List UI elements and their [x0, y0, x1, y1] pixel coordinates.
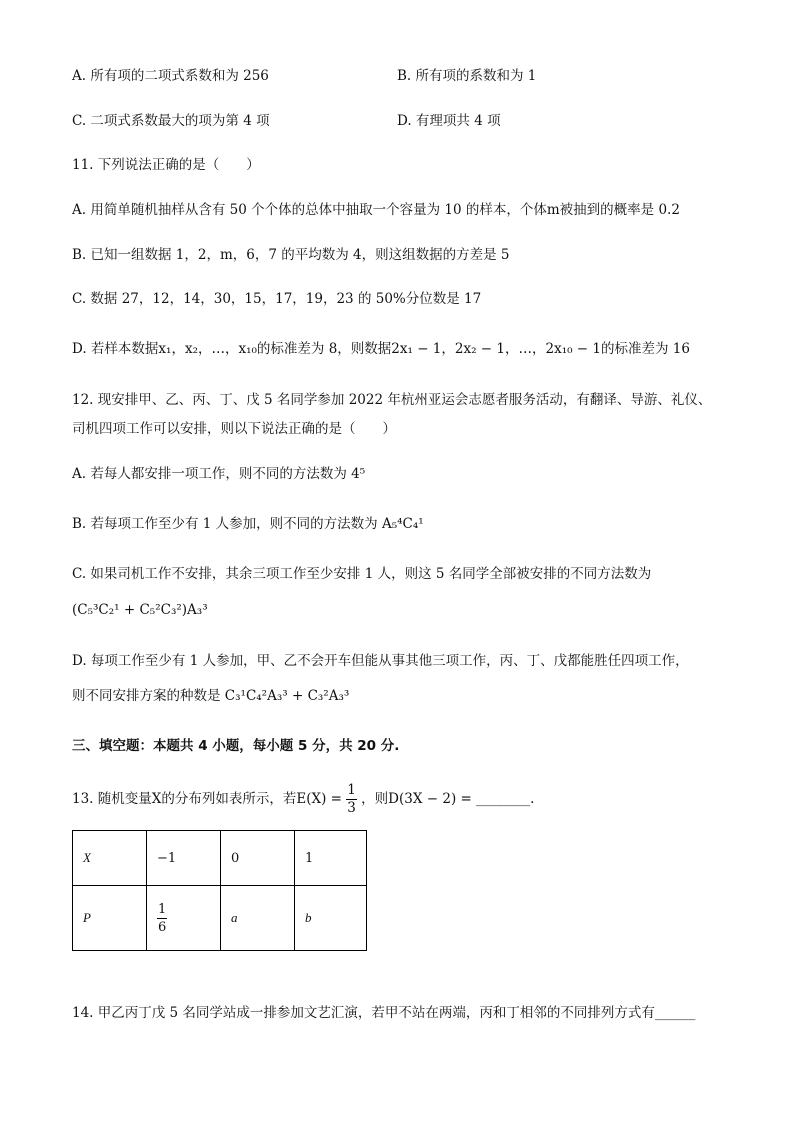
table-cell: −1	[147, 831, 221, 886]
q11-option-b: B. 已知一组数据 1，2，m，6，7 的平均数为 4，则这组数据的方差是 5	[72, 247, 510, 263]
table-cell: a	[221, 886, 295, 951]
q10-option-b: B. 所有项的系数和为 1	[397, 68, 537, 84]
section-heading: 三、填空题：本题共 4 小题，每小题 5 分，共 20 分.	[72, 738, 400, 754]
q10-option-d: D. 有理项共 4 项	[397, 113, 501, 129]
q14-stem: 14. 甲乙丙丁戊 5 名同学站成一排参加文艺汇演，若甲不站在两端，丙和丁相邻的不同排列方式有______	[72, 1005, 696, 1021]
table-fraction-den: 6	[158, 919, 167, 935]
table-cell: 0	[221, 831, 295, 886]
q12-stem-line2: 司机四项工作可以安排，则以下说法正确的是（ ）	[72, 421, 396, 437]
q13-fraction-den: 3	[347, 800, 356, 816]
q12-option-b: B. 若每项工作至少有 1 人参加，则不同的方法数为 A₅⁴C₄¹	[72, 516, 424, 532]
table-row	[73, 886, 367, 951]
table-cell: b	[295, 886, 367, 951]
table-cell: X	[73, 831, 147, 886]
table-fraction	[157, 901, 167, 936]
q12-option-d-line1: D. 每项工作至少有 1 人参加，甲、乙不会开车但能从事其他三项工作，丙、丁、戊都能胜任四项工作，	[72, 653, 689, 669]
q13-fraction-num: 1	[347, 782, 356, 798]
table-cell: P	[73, 886, 147, 951]
q10-option-c: C. 二项式系数最大的项为第 4 项	[72, 113, 270, 129]
q12-option-a: A. 若每人都安排一项工作，则不同的方法数为 4⁵	[72, 466, 366, 482]
distribution-table	[72, 830, 367, 951]
table-fraction-num: 1	[158, 901, 167, 917]
table-row	[73, 831, 367, 886]
q12-option-c-line1: C. 如果司机工作不安排，其余三项工作至少安排 1 人，则这 5 名同学全部被安排的不同方法数为	[72, 566, 652, 582]
q13-stem-post: ，则D(3X − 2) = ________.	[361, 791, 535, 807]
q11-stem: 11. 下列说法正确的是（ ）	[72, 157, 260, 173]
q13-stem	[72, 782, 534, 817]
table-cell: 1	[295, 831, 367, 886]
q13-stem-pre: 13. 随机变量X的分布列如表所示，若E(X) =	[72, 791, 342, 807]
q13-fraction	[346, 782, 357, 817]
q11-option-c: C. 数据 27，12，14，30，15，17，19，23 的 50%分位数是 17	[72, 291, 482, 307]
q11-option-d: D. 若样本数据x₁，x₂，…，x₁₀的标准差为 8，则数据2x₁ − 1，2x₂ − 1，…，2x₁₀ − 1的标准差为 16	[72, 341, 690, 357]
table-cell	[147, 886, 221, 951]
q10-option-a: A. 所有项的二项式系数和为 256	[72, 68, 269, 84]
q11-option-a: A. 用简单随机抽样从含有 50 个个体的总体中抽取一个容量为 10 的样本，个体m被抽到的概率是 0.2	[72, 202, 680, 218]
q12-stem-line1: 12. 现安排甲、乙、丙、丁、戊 5 名同学参加 2022 年杭州亚运会志愿者服务活动，有翻译、导游、礼仪、	[72, 392, 712, 408]
q12-option-d-line2: 则不同安排方案的种数是 C₃¹C₄²A₃³ + C₃²A₃³	[72, 688, 350, 704]
q12-option-c-line2: (C₅³C₂¹ + C₅²C₃²)A₃³	[72, 602, 208, 618]
